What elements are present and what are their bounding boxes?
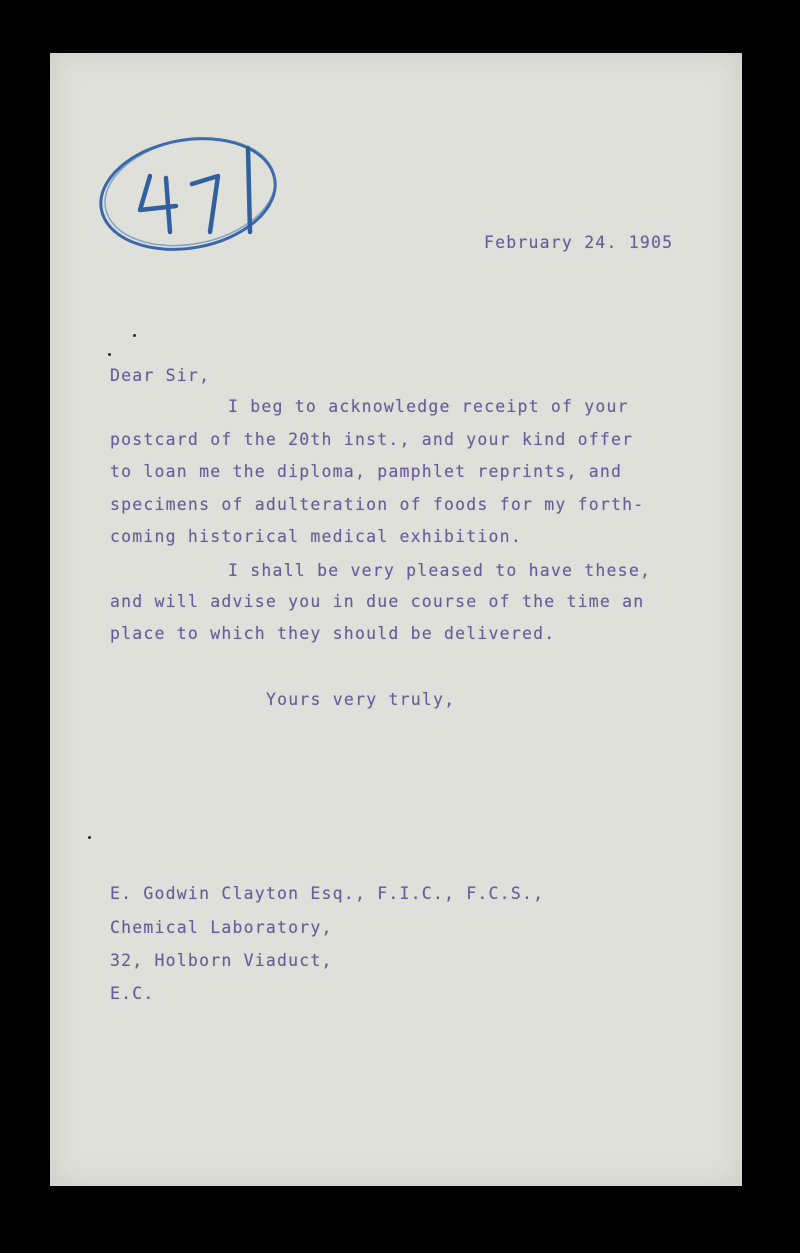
salutation: Dear Sir, xyxy=(110,366,211,385)
body-line: I shall be very pleased to have these, xyxy=(228,561,652,580)
body-line: and will advise you in due course of the time an xyxy=(110,592,645,611)
body-line: place to which they should be delivered. xyxy=(110,624,556,643)
body-line: I beg to acknowledge receipt of your xyxy=(228,397,629,416)
paper-speck xyxy=(88,836,91,839)
annotation-circle xyxy=(96,128,284,254)
body-line: specimens of adulteration of foods for my forth- xyxy=(110,495,645,514)
paper-speck xyxy=(108,353,111,356)
paper-speck xyxy=(133,334,136,337)
address-line: E. Godwin Clayton Esq., F.I.C., F.C.S., xyxy=(110,884,545,903)
address-line: Chemical Laboratory, xyxy=(110,918,333,937)
letter-date: February 24. 1905 xyxy=(484,233,674,252)
body-line: to loan me the diploma, pamphlet reprints, and xyxy=(110,462,623,481)
annotation-digit-7 xyxy=(192,176,218,232)
body-line: postcard of the 20th inst., and your kind offer xyxy=(110,430,634,449)
address-line: 32, Holborn Viaduct, xyxy=(110,951,333,970)
address-line: E.C. xyxy=(110,984,155,1003)
closing: Yours very truly, xyxy=(266,690,456,709)
circled-number-annotation xyxy=(96,128,288,254)
annotation-digit-4 xyxy=(140,176,176,232)
body-line: coming historical medical exhibition. xyxy=(110,527,522,546)
annotation-digit-1 xyxy=(248,148,250,232)
